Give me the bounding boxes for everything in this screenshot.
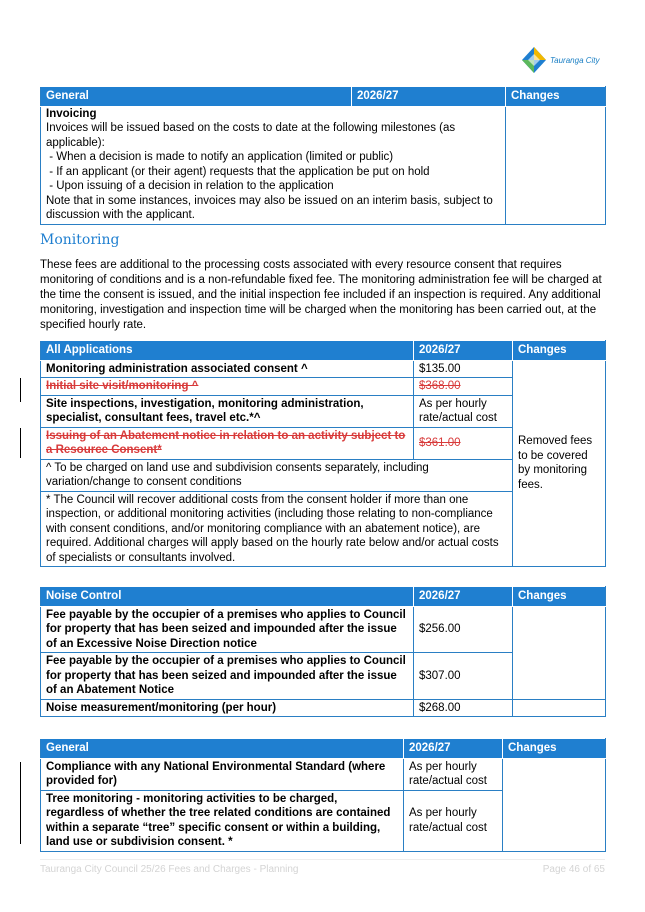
changes-cell (513, 606, 606, 699)
fee-label: Fee payable by the occupier of a premises who applies to Council for property that has been seized and impounded after the issue of an Abatement Notice (41, 653, 414, 700)
fee-value: $268.00 (414, 699, 513, 717)
fee-value: As per hourly rate/actual cost (404, 758, 503, 790)
fee-value-removed (414, 378, 513, 396)
fee-label: Compliance with any National Environmental Standard (where provided for) (41, 758, 404, 790)
header-year: 2026/27 (414, 587, 513, 607)
fee-label: Noise measurement/monitoring (per hour) (41, 699, 414, 717)
header-changes: Changes (513, 587, 606, 607)
fee-value-text: $368.00 (419, 380, 461, 392)
logo-text: Tauranga City (550, 56, 600, 65)
footer-title: Tauranga City Council 25/26 Fees and Charges - Planning (40, 864, 299, 875)
fee-label: Monitoring administration associated consent ^ (41, 360, 414, 378)
changes-note (513, 360, 606, 567)
noise-control-table (40, 586, 606, 717)
change-bar (20, 428, 21, 458)
footnote: * The Council will recover additional costs from the consent holder if more than one inspection, or additional monitoring activities (including those relating to non-compliance with consent conditions, and/or monitoring compliance with an abatement notice), are required. Additional charges will apply based on the hourly rate below and/or actual costs of specialists or consultants involved. (41, 491, 513, 567)
invoicing-line: - If an applicant (or their agent) requests that the application be put on hold (46, 165, 430, 178)
invoicing-line: Invoices will be issued based on the costs to date at the following milestones (as applicable): (46, 122, 456, 149)
fee-value: As per hourly rate/actual cost (414, 395, 513, 427)
fee-label-text: Issuing of an Abatement notice in relation to an activity subject to a Resource Consent* (46, 429, 406, 456)
monitoring-heading: Monitoring (40, 232, 120, 248)
fee-label: Site inspections, investigation, monitoring administration, specialist, consultant fees, travel etc.*^ (41, 395, 414, 427)
header-general: General (41, 87, 352, 107)
header-changes: Changes (503, 739, 606, 759)
fee-label-removed (41, 427, 414, 459)
all-applications-table (40, 340, 606, 567)
invoicing-line: - Upon issuing of a decision in relation to the application (46, 180, 334, 192)
fee-value: $135.00 (414, 360, 513, 378)
change-bar (20, 378, 21, 402)
general-table (40, 738, 606, 852)
invoicing-line: Note that in some instances, invoices may also be issued on an interim basis, subject to discussion with the applicant. (46, 194, 493, 221)
tauranga-city-logo (520, 46, 610, 76)
changes-cell (506, 106, 606, 224)
fee-value: $307.00 (414, 653, 513, 700)
logo-mark-icon (520, 46, 548, 74)
header-all-applications: All Applications (41, 341, 414, 361)
header-changes: Changes (513, 341, 606, 361)
change-bar (20, 762, 21, 844)
fee-label-removed (41, 378, 414, 396)
fee-value: $256.00 (414, 606, 513, 653)
header-changes: Changes (506, 87, 606, 107)
invoicing-title: Invoicing (46, 107, 97, 120)
header-year: 2026/27 (352, 87, 506, 107)
invoicing-cell (41, 106, 506, 224)
header-general: General (41, 739, 404, 759)
monitoring-paragraph: These fees are additional to the processing costs associated with every resource consent that requires monitoring of conditions and is a non-refundable fixed fee. The monitoring administration fee will be charged at the time the consent is issued, and the initial inspection fee included if an inspection is required. Any additional monitoring, investigation and inspection time will be charged when the monitoring has been carried out, at the specified hourly rate. (40, 259, 602, 331)
footer-divider (40, 859, 605, 860)
header-noise-control: Noise Control (41, 587, 414, 607)
invoicing-line: - When a decision is made to notify an application (limited or public) (46, 151, 394, 163)
invoicing-table (40, 86, 606, 225)
fee-label: Tree monitoring - monitoring activities to be charged, regardless of whether the tree related conditions are contained within a separate “tree” specific consent or within a building, land use or subdivision consent. * (41, 790, 404, 851)
header-year: 2026/27 (414, 341, 513, 361)
fee-value-text: $361.00 (419, 436, 461, 449)
fee-label: Fee payable by the occupier of a premises who applies to Council for property that has been seized and impounded after the issue of an Excessive Noise Direction notice (41, 606, 414, 653)
changes-cell (503, 758, 606, 851)
fee-label-text: Initial site visit/monitoring ^ (46, 380, 199, 392)
page-number: Page 46 of 65 (542, 864, 605, 875)
footnote: ^ To be charged on land use and subdivision consents separately, including variation/change to consent conditions (41, 459, 513, 491)
header-year: 2026/27 (404, 739, 503, 759)
changes-text: Removed fees to be covered by monitoring fees. (518, 435, 593, 491)
fee-value-removed (414, 427, 513, 459)
changes-cell (513, 699, 606, 717)
fee-value: As per hourly rate/actual cost (404, 790, 503, 851)
